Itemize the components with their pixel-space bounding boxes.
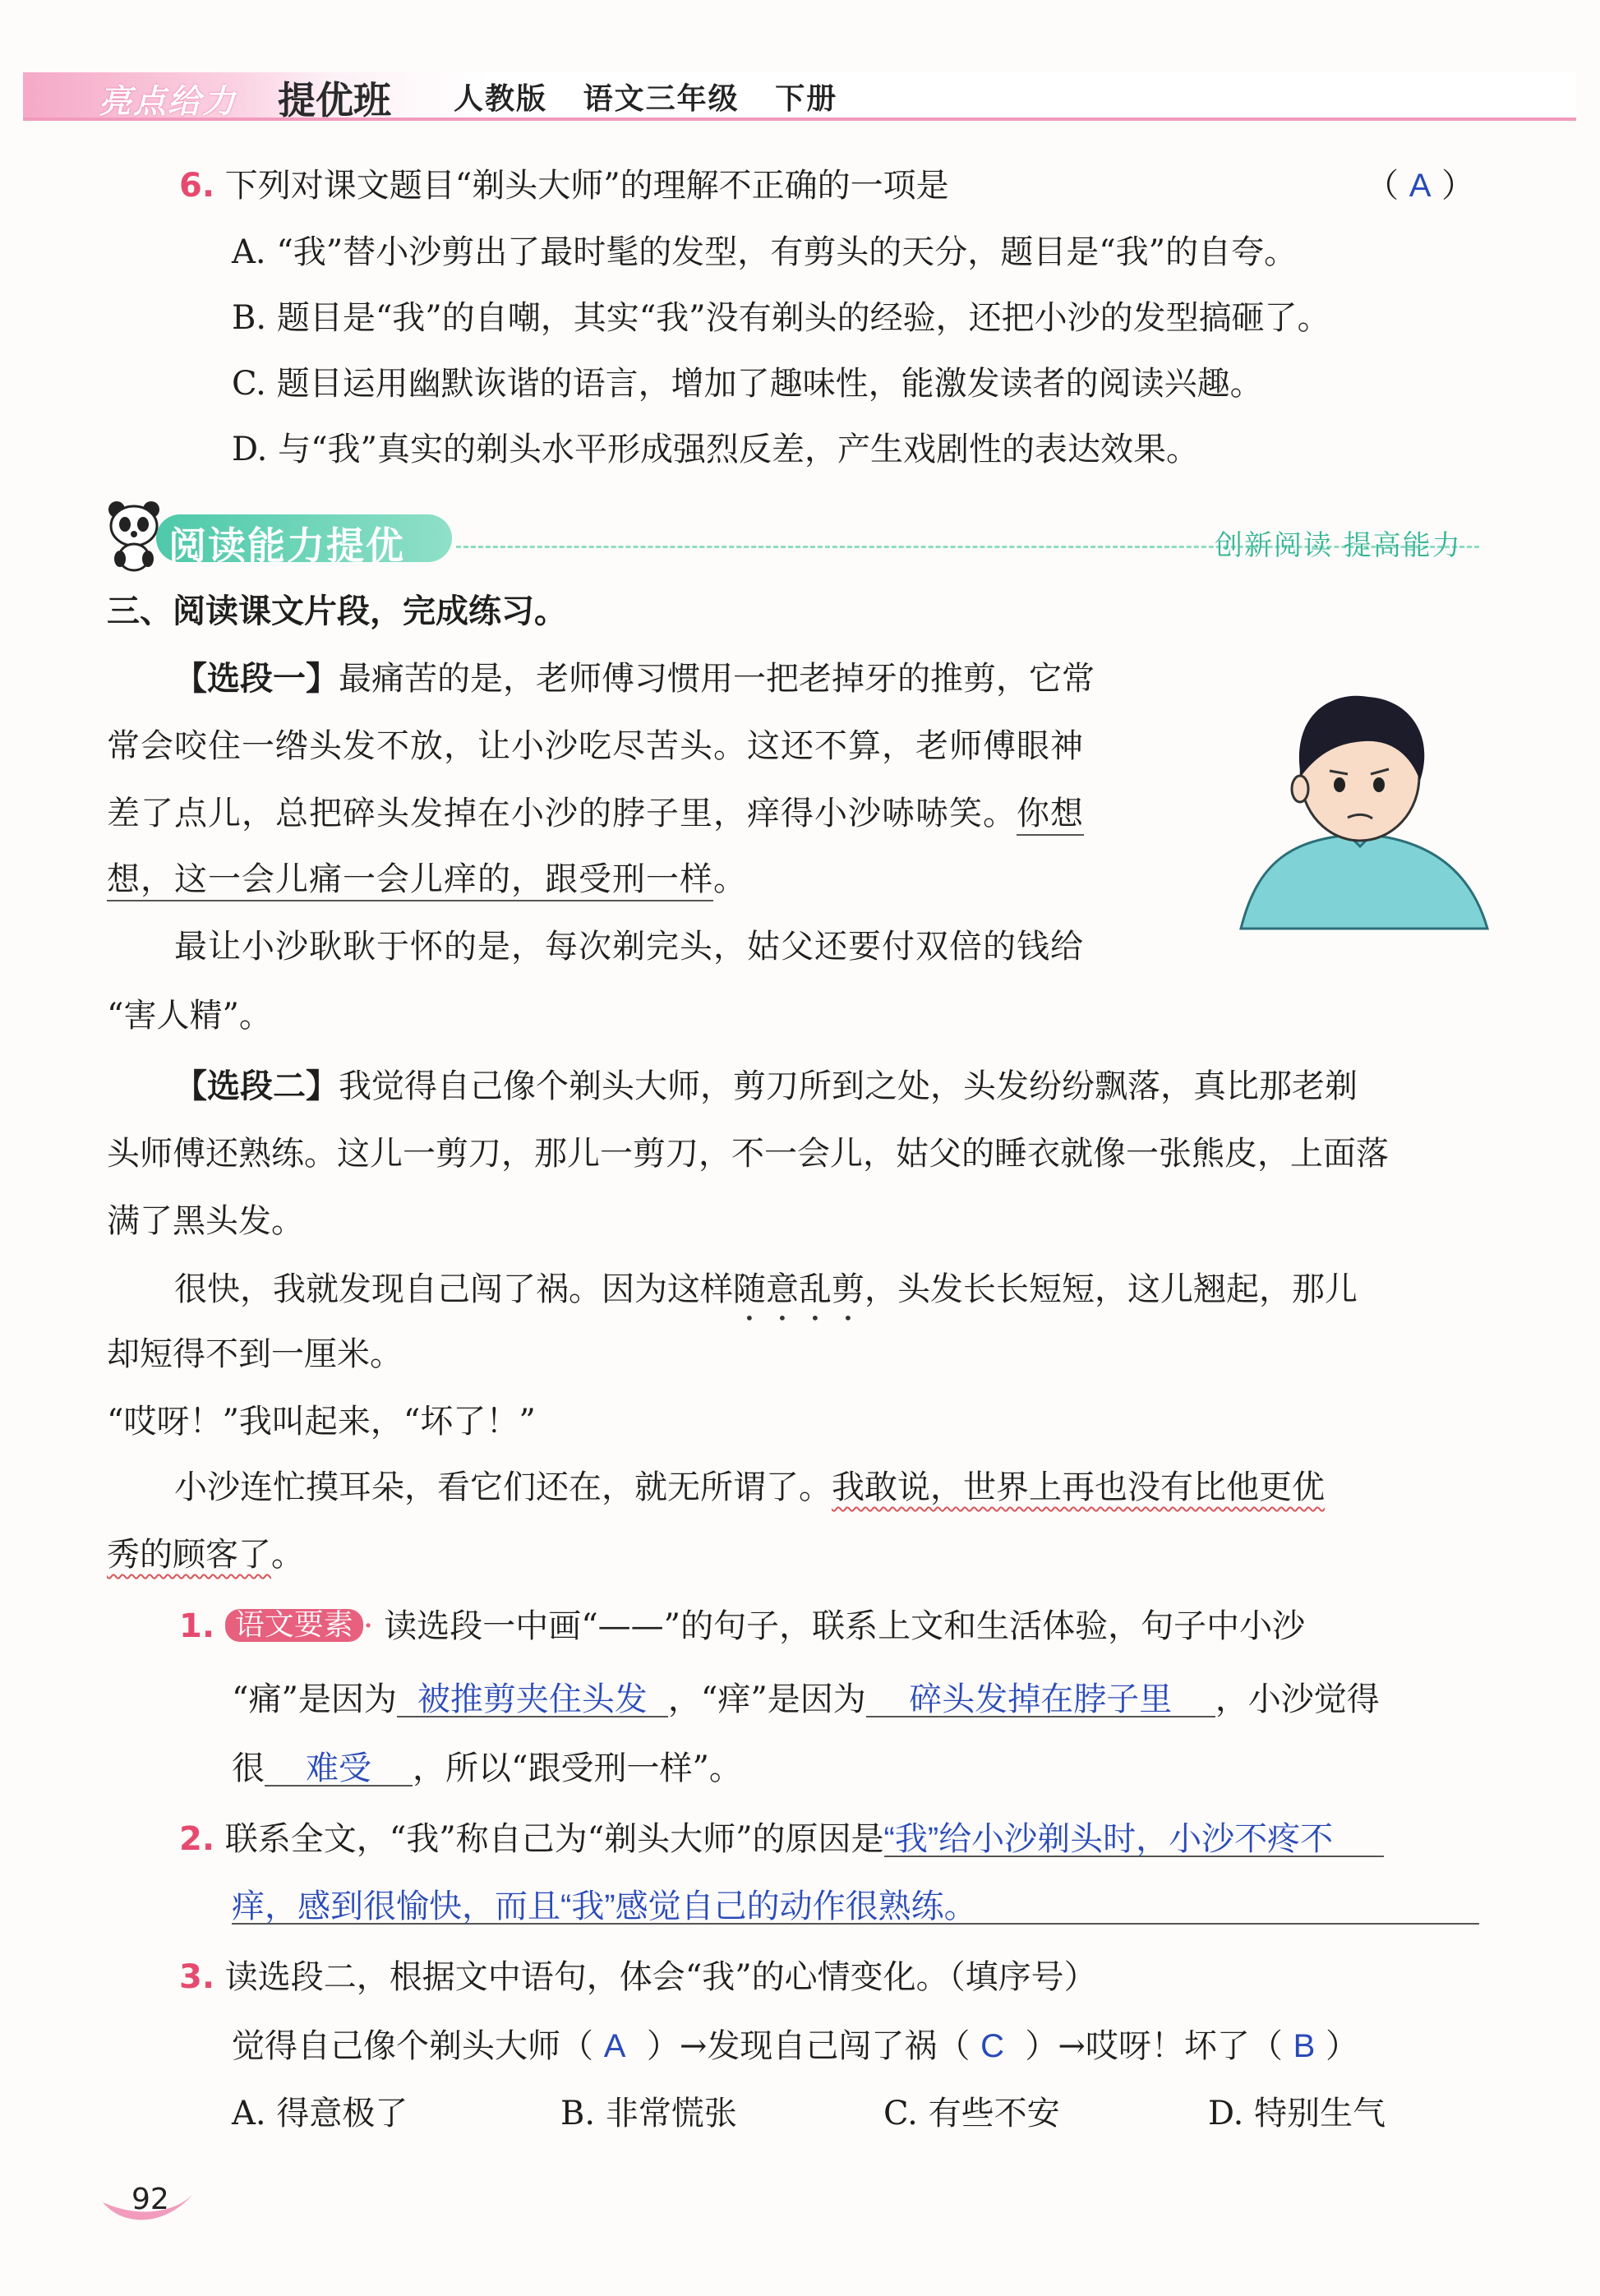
q1-line-3 (232, 1752, 742, 1787)
q3-answer-1[interactable]: A (603, 2028, 626, 2064)
passage1-label: 【选段一】 (174, 660, 339, 698)
passage1-line-6: “害人精”。 (107, 997, 272, 1035)
q2-answer-line-2[interactable]: 痒，感到很愉快，而且“我”感觉自己的动作很熟练。 (232, 1890, 1479, 1925)
q3-option-a: A. 得意极了 (232, 2095, 408, 2132)
brand-label: 亮点给力 (99, 83, 237, 121)
q6-option-b: B. 题目是“我”的自嘲，其实“我”没有剃头的经验，还把小沙的发型搞砸了。 (232, 299, 1330, 337)
part3-heading: 三、阅读课文片段，完成练习。 (107, 592, 567, 630)
q6-option-c: C. 题目运用幽默诙谐的语言，增加了趣味性，能激发读者的阅读兴趣。 (232, 365, 1263, 403)
q1-line-2 (232, 1683, 1380, 1717)
passage1-line-4 (107, 860, 747, 898)
passage1-text: 最痛苦的是，老师傅习惯用一把老掉牙的推剪，它常 (339, 660, 1095, 698)
q3-answer-3[interactable]: B (1293, 2028, 1316, 2064)
question-number: 2. (179, 1820, 215, 1858)
bracket-left: （ (1366, 167, 1399, 205)
passage2-text: 我觉得自己像个剃头大师，剪刀所到之处，头发纷纷飘落，真比那老剃 (339, 1067, 1358, 1105)
question-stem: 读选段二，根据文中语句，体会“我”的心情变化。（填序号） (224, 1958, 1097, 1996)
q6-stem-line (179, 167, 949, 205)
header-divider (23, 118, 1576, 121)
wavy-underlined-sentence: 秀的顾客了 (107, 1536, 271, 1574)
passage1-text: 差了点儿，总把碎头发掉在小沙的脖子里，痒得小沙哧哧笑。 (107, 795, 1017, 832)
passage2-text: 小沙连忙摸耳朵，看它们还在，就无所谓了。 (174, 1468, 832, 1506)
q6-option-d: D. 与“我”真实的剃头水平形成强烈反差，产生戏剧性的表达效果。 (232, 431, 1199, 468)
underlined-sentence: 想，这一会儿痛一会儿痒的，跟受刑一样 (107, 860, 713, 898)
passage2-line-1 (174, 1067, 1358, 1105)
page-number: 92 (131, 2183, 169, 2216)
q3-line-1 (179, 1958, 1097, 1996)
q1-line-1: 1. 语文要素 · 读选段一中画“——”的句子，联系上文和生活体验，句子中小沙 (179, 1607, 1306, 1645)
question-stem: 联系全文，“我”称自己为“剃头大师”的原因是 (224, 1820, 884, 1858)
q2-line-1 (179, 1820, 1384, 1858)
badge-yuwen-yaosu: 语文要素 (225, 1609, 363, 1642)
q2-line-2 (232, 1890, 1479, 1925)
q3-option-b: B. 非常慌张 (560, 2095, 737, 2132)
q3-line-2 (232, 2027, 1359, 2065)
passage2-line-6: “哎呀！”我叫起来，“坏了！” (107, 1403, 536, 1441)
section-title: 阅读能力提优 (168, 523, 405, 568)
passage2-label: 【选段二】 (174, 1067, 339, 1105)
q2-answer-line-1[interactable]: “我”给小沙剃头时，小沙不疼不 (884, 1823, 1384, 1857)
question-text: 觉得自己像个剃头大师（ (232, 2027, 593, 2065)
section-slogan: 创新阅读 提高能力 (1215, 529, 1462, 562)
question-text: ，“痒”是因为 (667, 1681, 866, 1718)
passage2-text: 。 (271, 1536, 304, 1574)
question-stem: 读选段一中画“——”的句子，联系上文和生活体验，句子中小沙 (384, 1607, 1306, 1645)
question-text: ） (1326, 2027, 1359, 2065)
question-text: 很 (232, 1750, 265, 1787)
passage2-line-4 (174, 1270, 1358, 1328)
passage2-line-7 (174, 1468, 1325, 1506)
q6-answer-bracket (1366, 167, 1475, 205)
wavy-underlined-sentence: 我敢说，世界上再也没有比他更优 (832, 1468, 1325, 1506)
question-number: 1. (179, 1607, 215, 1645)
q3-option-c: C. 有些不安 (883, 2095, 1060, 2132)
passage1-line-1 (174, 660, 1095, 698)
q1-answer-blank-1[interactable]: 被推剪夹住头发 (397, 1683, 668, 1717)
q3-answer-2[interactable]: C (980, 2028, 1004, 2064)
passage2-line-2: 头师傅还熟练。这儿一剪刀，那儿一剪刀，不一会儿，姑父的睡衣就像一张熊皮，上面落 (107, 1135, 1389, 1173)
passage2-text: 很快，我就发现自己闯了祸。因为这样 (174, 1270, 733, 1308)
passage2-line-5: 却短得不到一厘米。 (107, 1335, 403, 1373)
q6-option-a: A. “我”替小沙剪出了最时髦的发型，有剪头的天分，题目是“我”的自夸。 (232, 233, 1298, 271)
question-text: “痛”是因为 (232, 1681, 397, 1718)
passage2-line-8 (107, 1536, 304, 1574)
q3-option-d: D. 特别生气 (1208, 2095, 1386, 2132)
panda-icon (105, 498, 163, 574)
edition: 人教版 (454, 82, 548, 116)
volume: 下册 (775, 82, 838, 116)
question-number: 3. (179, 1958, 215, 1996)
question-text: ）→发现自己闯了祸（ (646, 2027, 971, 2065)
dotted-words: 随意乱剪 (733, 1270, 865, 1308)
question-number: 6. (179, 167, 215, 205)
passage2-line-3: 满了黑头发。 (107, 1202, 304, 1240)
passage1-line-5: 最让小沙耿耿于怀的是，每次剃完头，姑父还要付双倍的钱给 (174, 928, 1084, 966)
q6-answer: A (1409, 168, 1432, 204)
question-text: ）→哎呀！坏了（ (1025, 2027, 1283, 2065)
q1-answer-blank-3[interactable]: 难受 (265, 1752, 413, 1787)
passage1-line-2: 常会咬住一绺头发不放，让小沙吃尽苦头。这还不算，老师傅眼神 (107, 727, 1084, 765)
subject-grade: 语文三年级 (583, 82, 740, 116)
passage2-text: ，头发长长短短，这儿翘起，那儿 (865, 1270, 1358, 1308)
bracket-right: ） (1441, 167, 1475, 205)
passage1-line-3 (107, 797, 1084, 830)
question-text: ，小沙觉得 (1215, 1681, 1380, 1718)
q1-answer-blank-2[interactable]: 碎头发掉在脖子里 (866, 1683, 1215, 1717)
boy-illustration (1224, 682, 1496, 937)
class-label: 提优班 (278, 78, 391, 122)
question-text: ，所以“跟受刑一样”。 (413, 1750, 742, 1787)
question-stem: 下列对课文题目“剃头大师”的理解不正确的一项是 (224, 167, 949, 205)
underlined-sentence: 你想 (1017, 795, 1084, 832)
passage1-text: 。 (713, 860, 747, 898)
edition-info (454, 76, 837, 118)
